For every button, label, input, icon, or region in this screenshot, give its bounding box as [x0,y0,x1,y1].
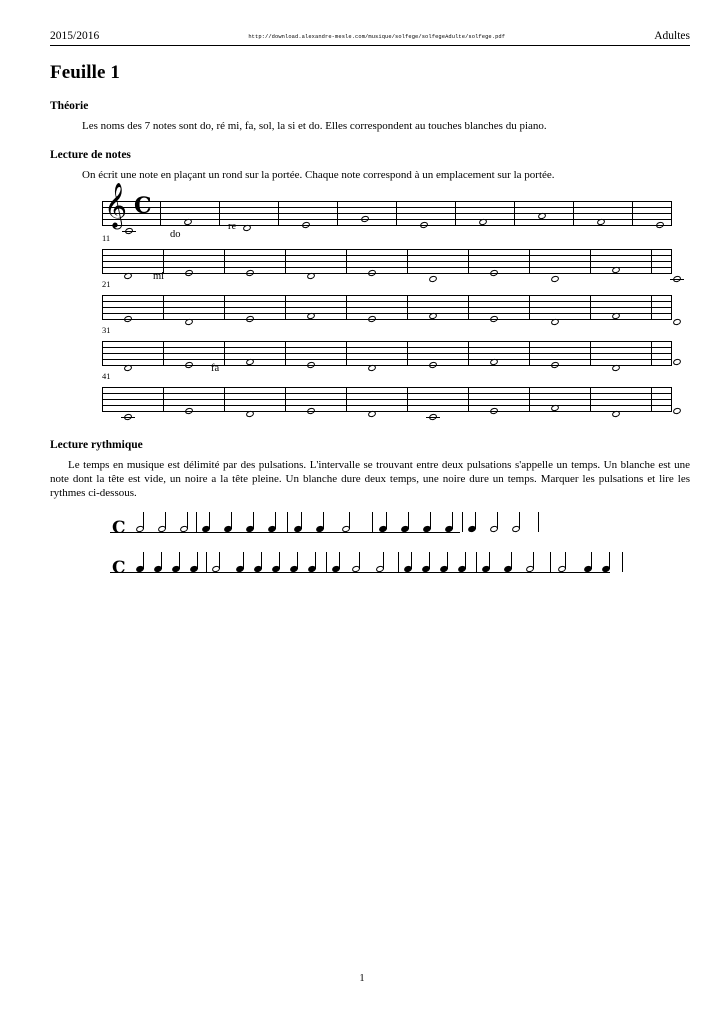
rhythm-staff-line-1 [110,532,460,533]
barline [455,201,456,226]
note-label: do [170,228,181,240]
note-head [673,408,681,414]
barline [407,387,408,412]
barline [651,295,652,320]
barline [285,249,286,274]
note-head [368,316,376,322]
rhythm-barline [476,552,477,572]
note-label: mi [153,270,165,282]
page-header [50,30,690,46]
barline [573,201,574,226]
barline [529,387,530,412]
note-head [656,222,664,228]
note-head [490,408,498,414]
note-head [368,365,376,371]
barline [102,341,103,366]
staff-lines [102,387,672,411]
staff-line [102,307,672,308]
common-time-icon: C [112,558,126,579]
rhythm-barline [206,552,207,572]
note-head [307,408,315,414]
staff-line [102,405,672,406]
barline [671,387,672,412]
barline [407,249,408,274]
staff-line [102,255,672,256]
note-head [307,362,315,368]
section-heading-theorie: Théorie [50,100,89,112]
barline [396,201,397,226]
header-audience: Adultes [654,30,690,42]
note-head [302,222,310,228]
rhythm-barline [538,512,539,532]
barline [102,201,103,226]
note-head [429,276,437,282]
note-head [307,273,315,279]
section-heading-lecture-rythmique: Lecture rythmique [50,438,143,451]
section-text-lecture-notes: On écrit une note en plaçant un rond sur la portée. Chaque note correspond à un emplacement sur la portée. [82,169,555,182]
barline [102,249,103,274]
staff-lines [102,249,672,273]
barline [102,387,103,412]
barline [407,295,408,320]
note-head [124,414,132,420]
barline [285,295,286,320]
barline [346,387,347,412]
note-head [429,313,437,319]
staff-line [102,295,672,296]
note-head [612,411,620,417]
note-head [185,408,193,414]
note-label: re [228,220,237,232]
barline [529,295,530,320]
note-head [246,411,254,417]
staff-lines [102,295,672,319]
barline [468,249,469,274]
note-label: fa [211,362,220,374]
barline [468,387,469,412]
note-head [243,225,251,231]
measure-number: 21 [102,278,111,289]
barline [651,341,652,366]
staff-line [102,393,672,394]
barline [102,295,103,320]
note-head [490,270,498,276]
barline [468,341,469,366]
note-head [307,313,315,319]
barline [590,249,591,274]
staff-line [102,399,672,400]
note-head [479,219,487,225]
staff-line [102,261,672,262]
barline [671,249,672,274]
note-head [420,222,428,228]
staff-line [102,267,672,268]
staff-line [102,353,672,354]
note-head [125,228,133,234]
rhythm-barline [398,552,399,572]
note-head [124,273,132,279]
barline [337,201,338,226]
barline [224,295,225,320]
barline [671,201,672,226]
barline [346,341,347,366]
note-head [597,219,605,225]
note-head [551,319,559,325]
note-head [184,219,192,225]
barline [651,249,652,274]
staff-system-5 [58,370,690,421]
note-head [246,359,254,365]
barline [163,295,164,320]
treble-clef-icon: 𝄞 [104,182,128,228]
rhythm-exercises [50,510,690,590]
barline [346,295,347,320]
note-head [551,405,559,411]
note-head [612,313,620,319]
barline [219,201,220,226]
staff-line [102,249,672,250]
note-head [368,411,376,417]
staff-lines [102,201,672,225]
note-head [246,270,254,276]
note-head [429,414,437,420]
barline [160,201,161,226]
note-head [185,319,193,325]
barline [163,341,164,366]
barline [224,387,225,412]
barline [224,341,225,366]
time-signature-common: C [134,192,152,219]
staff-system-3 [58,278,690,329]
note-head [185,362,193,368]
rhythm-staff-line-2 [110,572,610,573]
section-text-theorie: Les noms des 7 notes sont do, ré mi, fa, sol, la si et do. Elles correspondent au touches blanches du piano. [82,120,547,132]
barline [632,201,633,226]
barline [224,249,225,274]
staff-line [102,207,672,208]
page-title: Feuille 1 [50,62,121,83]
common-time-icon: C [112,518,126,539]
barline [285,341,286,366]
header-year: 2015/2016 [50,30,100,42]
note-head [612,365,620,371]
barline [590,387,591,412]
header-source-url: http://download.alexandre-mesle.com/musique/solfege/solfegeAdulte/solfege.pdf [248,34,506,40]
note-head [185,270,193,276]
barline [590,341,591,366]
barline [407,341,408,366]
note-head [538,213,546,219]
staff-line [102,201,672,202]
rhythm-barline [462,512,463,532]
music-score [50,182,690,421]
barline [651,387,652,412]
rhythm-barline [326,552,327,572]
note-head [551,276,559,282]
barline [529,249,530,274]
staff-system-4 [58,324,690,375]
note-head [490,316,498,322]
barline [590,295,591,320]
staff-line [102,359,672,360]
rhythm-barline [372,512,373,532]
rhythm-barline [287,512,288,532]
staff-line [102,341,672,342]
barline [285,387,286,412]
barline [529,341,530,366]
measure-number: 31 [102,324,111,335]
note-head [246,316,254,322]
note-head [673,359,681,365]
note-head [612,267,620,273]
note-head [673,319,681,325]
note-head [124,365,132,371]
note-head [429,362,437,368]
section-heading-lecture-notes: Lecture de notes [50,149,131,162]
staff-line [102,347,672,348]
rhythm-barline [622,552,623,572]
barline [278,201,279,226]
barline [163,387,164,412]
measure-number: 11 [102,232,111,243]
barline [468,295,469,320]
note-head [124,316,132,322]
note-head [673,276,681,282]
note-head [551,362,559,368]
page-number: 1 [359,973,365,984]
measure-number: 41 [102,370,111,381]
staff-line [102,313,672,314]
note-head [490,359,498,365]
barline [514,201,515,226]
rhythm-barline [196,512,197,532]
note-head [368,270,376,276]
barline [346,249,347,274]
staff-lines [102,341,672,365]
staff-line [102,301,672,302]
rhythm-barline [550,552,551,572]
section-text-lecture-rythmique: Le temps en musique est délimité par des pulsations. L'intervalle se trouvant entre deux pulsations s'appelle un temps. Un blanche est une note dont la tête est vide, un noire a la tête pleine. Un blanche dure deux temps, une noire dure un temps. Marquer les pulsations et lire les rythmes ci-dessous. [50,458,690,500]
note-head [361,216,369,222]
staff-line [102,387,672,388]
barline [671,295,672,320]
staff-line [102,213,672,214]
